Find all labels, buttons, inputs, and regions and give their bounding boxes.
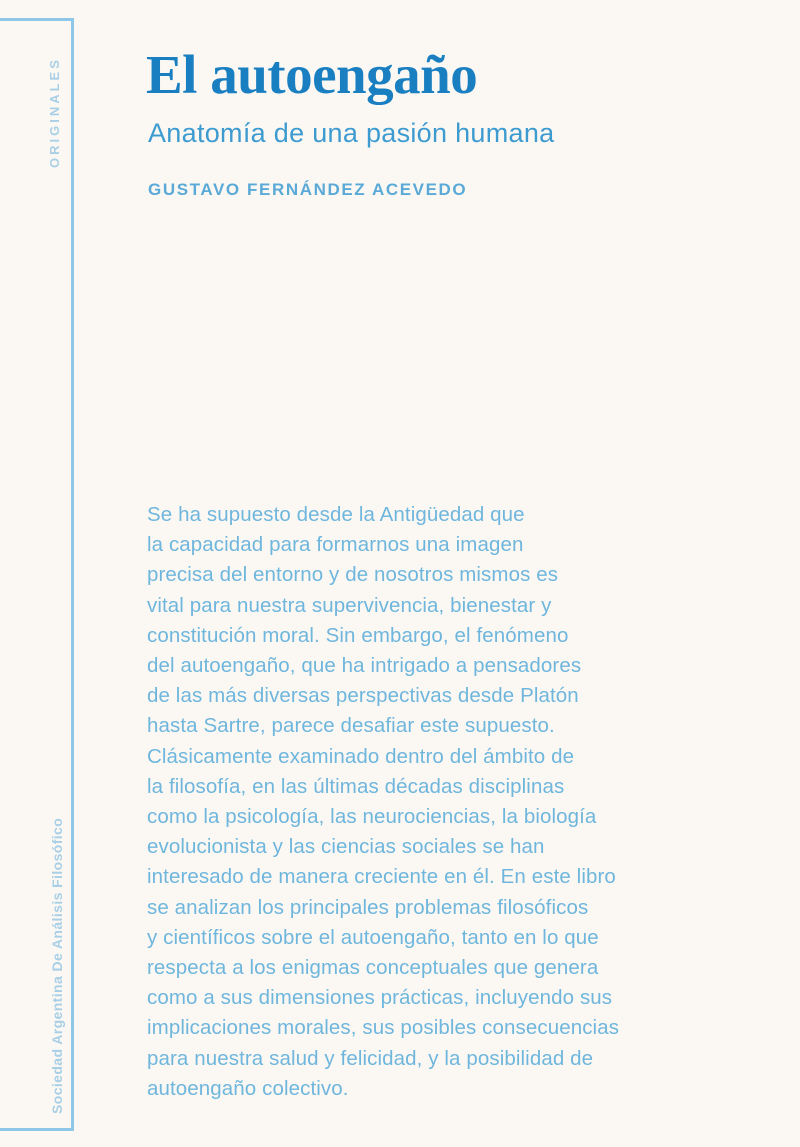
blurb-line: como la psicología, las neurociencias, la biología	[147, 805, 597, 829]
book-title: El autoengaño	[146, 44, 478, 105]
blurb-line: hasta Sartre, parece desafiar este supuesto.	[147, 714, 555, 738]
frame-rule-top	[0, 18, 74, 21]
blurb-line: para nuestra salud y felicidad, y la posibilidad de	[147, 1046, 594, 1070]
frame-rule-vertical	[71, 18, 74, 1131]
blurb-line: evolucionista y las ciencias sociales se han	[147, 835, 545, 859]
blurb-line: como a sus dimensiones prácticas, incluyendo sus	[147, 986, 613, 1010]
blurb-line: del autoengaño, que ha intrigado a pensadores	[147, 654, 582, 678]
title-block	[146, 44, 766, 200]
blurb-line: autoengaño colectivo.	[147, 1076, 349, 1100]
blurb-text	[147, 500, 647, 1104]
frame-rule-bottom	[0, 1128, 74, 1131]
blurb-line: Clásicamente examinado dentro del ámbito de	[147, 744, 575, 768]
blurb-line: precisa del entorno y de nosotros mismos es	[147, 563, 559, 587]
blurb-line: vital para nuestra supervivencia, bienestar y	[147, 593, 552, 617]
blurb-line: y científicos sobre el autoengaño, tanto en lo que	[147, 925, 599, 949]
book-author: GUSTAVO FERNÁNDEZ ACEVEDO	[148, 180, 468, 199]
blurb-line: respecta a los enigmas conceptuales que genera	[147, 956, 599, 980]
blurb-line: interesado de manera creciente en él. En este libro	[147, 865, 616, 889]
blurb-line: Se ha supuesto desde la Antigüedad que	[147, 503, 525, 526]
blurb-line: implicaciones morales, sus posibles consecuencias	[147, 1016, 620, 1040]
book-subtitle: Anatomía de una pasión humana	[148, 118, 555, 148]
blurb-line: se analizan los principales problemas filosóficos	[147, 895, 589, 919]
series-label: ORIGINALES	[47, 57, 62, 168]
blurb-line: la filosofía, en las últimas décadas disciplinas	[147, 774, 565, 798]
blurb-line: de las más diversas perspectivas desde Platón	[147, 684, 579, 708]
blurb-line: la capacidad para formarnos una imagen	[147, 533, 524, 557]
publisher-label: Sociedad Argentina De Análisis Filosófico	[49, 817, 65, 1114]
blurb-line: constitución moral. Sin embargo, el fenómeno	[147, 623, 569, 647]
